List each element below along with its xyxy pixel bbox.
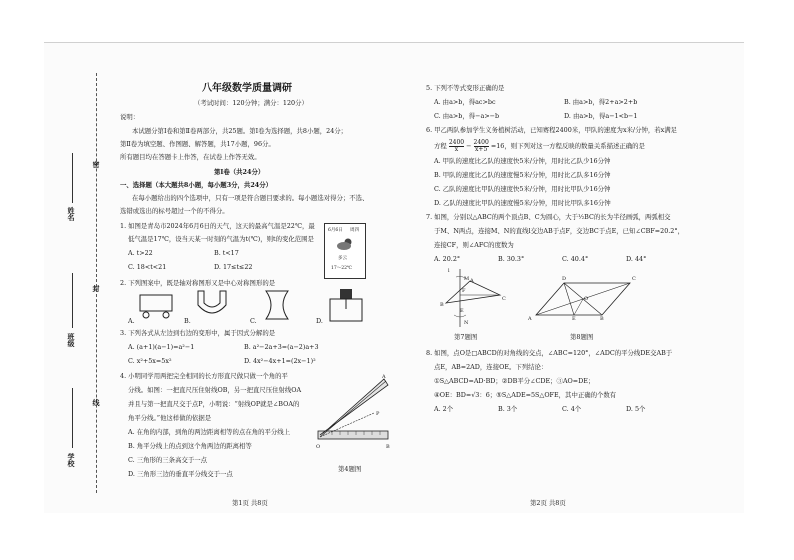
q2-figure-c (262, 289, 292, 321)
q1-option-b: B. t<17 (214, 249, 239, 257)
q7-label-e: E (460, 308, 464, 314)
right-page-footer: 第2页 共8页 (530, 499, 566, 507)
weather-date: 6月6日 (328, 228, 343, 233)
q5-option-d: D. 由a>b，得a−1<b−1 (564, 112, 638, 120)
q7-line-1: 7. 如图，分别以△ABC的两个顶点B、C为圆心，大于½BC的长为半径画弧，两弧相交 (426, 213, 671, 221)
q6-fraction-2 (474, 140, 489, 153)
q2-option-b: B. (184, 317, 191, 325)
q3-option-d: D. 4x²−4x+1=(2x−1)² (244, 357, 316, 365)
q8-label-o: O (584, 296, 589, 302)
q8-label-b: B (600, 316, 604, 322)
q1-option-a: A. t>22 (128, 249, 153, 257)
q6-line-1: 6. 甲乙两队参加学生义务植树活动，已知赛程2400米，甲队的速度为x米/分钟，若x满足 (426, 126, 678, 134)
q8-figure-caption: 第8题图 (570, 333, 594, 341)
q7-label-b: B (440, 302, 444, 308)
note-line-3: 所有题目均在答题卡上作答，在试卷上作答无效。 (120, 153, 261, 161)
school-line (72, 388, 73, 448)
q3-option-c: C. x²+5x=5x² (128, 357, 172, 365)
q5-option-c: C. 由a>b，得−a>−b (434, 112, 500, 120)
class-label: 班级 (67, 333, 76, 347)
q2-figure-a (136, 291, 176, 321)
q4-option-c: C. 三角形的三条高交于一点 (128, 456, 208, 464)
cloud-sun-icon (335, 237, 355, 251)
q7-triangle-figure (440, 267, 520, 329)
q8-option-c: C. 4个 (562, 405, 582, 413)
q6-frac1-den: x (454, 145, 459, 153)
q1-line-2: 低气温是17℃，设当天某一时刻的气温为t(℃)，则t的变化范围是 (128, 235, 314, 243)
q3-option-a: A. (a+1)(a−1)=a²−1 (128, 343, 195, 351)
q7-line-2: 于M、N两点，连接M、N的直线l交边AB于点F，交边BC于点E，已知∠CBF=20.2°， (434, 227, 684, 235)
seal-xian: 线 (92, 399, 101, 406)
q4-option-b: B. 角平分线上的点到这个角两边的距离相等 (128, 442, 252, 450)
note-line-1: 本试题分第Ⅰ卷和第Ⅱ卷两部分，共25题。第Ⅰ卷为选择题，共8小题，24分； (132, 127, 348, 135)
weather-desc: 多云 (338, 256, 347, 261)
q2-stem: 2. 下列图案中，既是轴对称图形又是中心对称图形的是 (120, 279, 276, 287)
q4-label-p: P (376, 411, 380, 417)
q8-label-a: A (528, 316, 532, 322)
name-label: 姓名 (67, 207, 76, 221)
weather-temp: 17～22℃ (331, 266, 352, 271)
q2-figure-d (328, 287, 364, 323)
q1-line-1: 1. 如图是青岛市2024年6月6日的天气，这天的最高气温是22℃，最 (120, 222, 315, 230)
q8-option-a: A. 2个 (434, 405, 454, 413)
q7-label-n: N (464, 320, 469, 326)
exam-sheet (44, 42, 744, 513)
q7-label-l: l (448, 268, 450, 274)
q6-option-a: A. 甲队的速度比乙队的速度快5米/分钟，用时比乙队少16分钟 (434, 157, 611, 165)
q8-option-b: B. 3个 (498, 405, 518, 413)
seal-feng: 封 (92, 285, 101, 292)
weather-card (324, 223, 366, 279)
q4-option-a: A. 在角的内部，到角的两边距离相等的点在角的平分线上 (128, 428, 291, 436)
q2-option-c: C. (250, 317, 257, 325)
q4-label-a: A (382, 374, 386, 380)
q2-figure-b (194, 289, 230, 321)
q7-option-b: B. 30.3° (498, 255, 525, 263)
q8-label-d: D (562, 276, 567, 282)
q6-eq-prefix: 方程 (434, 142, 447, 150)
q5-option-b: B. 由a>b，得2+a>2+b (564, 98, 638, 106)
q7-line-3: 连接CF，则∠AFC的度数为 (434, 241, 514, 249)
q6-option-c: C. 乙队的速度比甲队的速度快5米/分钟，用时比甲队少16分钟 (434, 185, 611, 193)
q4-ruler-figure (314, 373, 392, 453)
q7-label-m: M (464, 276, 470, 282)
q8-label-e: E (572, 316, 576, 322)
q4-line-3: 并且与第一把直尺交于点P，小明说：“射线OP就是∠BOA的 (128, 400, 300, 408)
q6-option-b: B. 甲队的速度比乙队的速度慢5米/分钟，用时比乙队多16分钟 (434, 171, 611, 179)
q7-option-d: D. 44° (626, 255, 647, 263)
q8-statements-1: ①S△ABCD=AD·BD；②DB平分∠CDE；③AO=DE； (434, 377, 595, 385)
q4-label-o: O (316, 444, 321, 450)
q3-option-b: B. a²−2a+3=(a−2)a+3 (244, 343, 319, 351)
q4-line-1: 4. 小明同学用两把完全相同的长方形直尺做只做一个角的平 (120, 372, 288, 380)
q4-line-2: 分线。如图：一把直尺压住射线OB，另一把直尺压住射线OA (128, 386, 302, 394)
part1-heading: 第Ⅰ卷（共24分） (214, 168, 265, 176)
q7-label-c: C (502, 296, 506, 302)
q7-option-c: C. 40.4° (562, 255, 589, 263)
q4-label-b: B (386, 444, 390, 450)
school-label: 学校 (67, 453, 76, 467)
q6-equation: 方程 $\frac{2400}{x}$ − $\frac{2400}{x+5}$ =16，则下列对这一方程反映的数量关系描述正确的是 (434, 138, 645, 153)
q8-statements-2: ④OE：BD=√3：6；⑤S△ADE=5S△OFE，其中正确的个数有 (434, 391, 617, 399)
weather-week: 周四 (350, 228, 359, 233)
section1-desc-1: 在每小题给出的四个选项中，只有一项是符合题目要求的。每小题选对得分；不选、 (132, 194, 369, 202)
q4-figure-caption: 第4题图 (338, 465, 362, 473)
exam-title: 八年级数学质量调研 (202, 83, 292, 94)
q2-option-d: D. (316, 317, 323, 325)
q8-line-2: 点E，AB=2AD，连接OE。下列结论： (434, 363, 548, 371)
q6-option-d: D. 乙队的速度比甲队的速度慢5米/分钟，用时比甲队多16分钟 (434, 199, 611, 207)
exam-subtitle: （考试时间：120分钟；满分：120分） (194, 99, 308, 107)
q8-option-d: D. 5个 (626, 405, 646, 413)
left-page-footer: 第1页 共8页 (232, 499, 268, 507)
note-label: 说明： (120, 113, 140, 121)
q7-label-f: F (462, 288, 466, 294)
q1-option-c: C. 18<t<21 (128, 263, 167, 271)
q7-label-a: A (470, 278, 474, 284)
q6-eq-suffix: =16，则下列对这一方程反映的数量关系描述正确的是 (490, 142, 645, 150)
binding-dashed-line (96, 73, 97, 493)
section1-desc-2: 选错或选出的标号超过一个的不得分。 (120, 207, 229, 215)
q7-figure-caption: 第7题图 (454, 333, 478, 341)
q6-frac2-num: 2400 (473, 138, 489, 146)
q6-fraction-1 (449, 140, 464, 153)
note-line-2: 第Ⅱ卷为填空题、作图题、解答题，共17小题，96分。 (120, 140, 275, 148)
q3-stem: 3. 下列各式从左边到右边的变形中，属于因式分解的是 (120, 329, 276, 337)
q8-line-1: 8. 如图，点O是□ABCD的对角线的交点，∠ABC=120°，∠ADC的平分线DE交AB于 (426, 349, 673, 357)
q6-frac1-num: 2400 (448, 138, 465, 146)
q4-option-d: D. 三角形三边的垂直平分线交于一点 (128, 470, 233, 478)
q1-option-d: D. 17≤t≤22 (214, 263, 253, 271)
q8-label-c: C (632, 276, 636, 282)
name-line (72, 153, 73, 203)
q7-option-a: A. 20.2° (434, 255, 461, 263)
q5-stem: 5. 下列不等式变形正确的是 (426, 84, 505, 92)
seal-mi: 密 (92, 161, 101, 168)
q2-option-a: A. (128, 317, 135, 325)
q6-frac2-den: x+5 (475, 145, 488, 153)
q5-option-a: A. 由a>b，得ac>bc (434, 98, 496, 106)
class-line (72, 273, 73, 328)
section1-heading: 一、选择题（本大题共8小题，每小题3分，共24分） (120, 181, 272, 189)
q4-line-4: 角平分线。”他这样做的依据是 (128, 414, 212, 422)
